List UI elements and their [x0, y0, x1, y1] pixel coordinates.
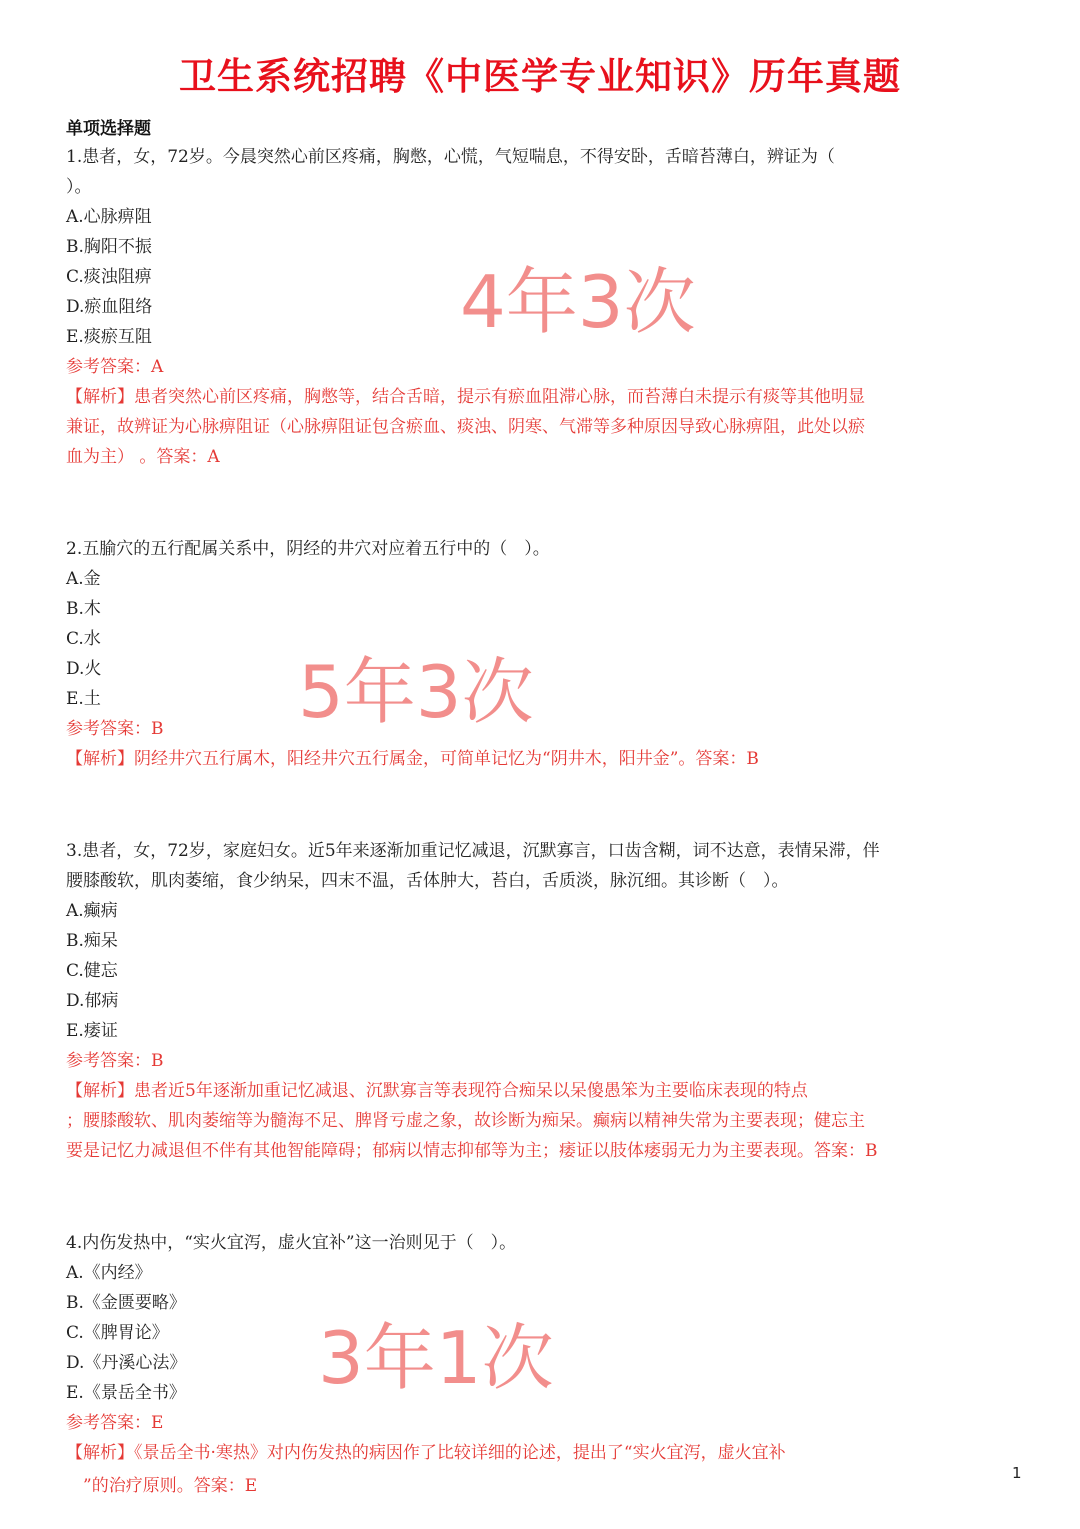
option-c: C.水 — [66, 629, 101, 649]
option-a: A.癫病 — [66, 901, 118, 921]
option-e: E.痰瘀互阻 — [66, 327, 152, 347]
question-stem-line: 3.患者，女，72岁，家庭妇女。近5年来逐渐加重记忆减退，沉默寡言，口齿含糊，词不达意，表情呆滞，伴 — [66, 841, 880, 861]
option-d: D.郁病 — [66, 991, 119, 1011]
page-title: 卫生系统招聘《中医学专业知识》历年真题 — [179, 55, 901, 98]
option-d: D.《丹溪心法》 — [66, 1353, 187, 1373]
analysis-line: ；腰膝酸软、肌肉萎缩等为髓海不足、脾肾亏虚之象，故诊断为痴呆。癫病以精神失常为主要表现；健忘主 — [66, 1111, 865, 1131]
reference-answer: 参考答案：B — [66, 719, 164, 739]
question-stem-line: ）。 — [66, 177, 92, 197]
question-stem-line: 2.五腧穴的五行配属关系中，阴经的井穴对应着五行中的（ ）。 — [66, 539, 550, 559]
reference-answer: 参考答案：B — [66, 1051, 164, 1071]
option-b: B.痴呆 — [66, 931, 118, 951]
analysis-line: 【解析】《景岳全书·寒热》对内伤发热的病因作了比较详细的论述，提出了“实火宜泻，虚火宜补 — [66, 1443, 786, 1463]
option-a: A.心脉痹阻 — [66, 207, 152, 227]
option-c: C.健忘 — [66, 961, 118, 981]
analysis-line: 【解析】阴经井穴五行属木，阳经井穴五行属金，可简单记忆为“阴井木，阳井金”。答案：B — [66, 749, 759, 769]
option-e: E.土 — [66, 689, 101, 709]
analysis-line: 要是记忆力减退但不伴有其他智能障碍；郁病以情志抑郁等为主；痿证以肢体痿弱无力为主要表现。答案：B — [66, 1141, 878, 1161]
option-c: C.痰浊阻痹 — [66, 267, 152, 287]
option-e: E.《景岳全书》 — [66, 1383, 186, 1403]
page-number: 1 — [1012, 1464, 1022, 1482]
option-b: B.木 — [66, 599, 101, 619]
analysis-line: ”的治疗原则。答案：E — [66, 1476, 258, 1496]
option-a: A.《内经》 — [66, 1263, 152, 1283]
option-b: B.《金匮要略》 — [66, 1293, 186, 1313]
option-c: C.《脾胃论》 — [66, 1323, 169, 1343]
question-stem-line: 1.患者，女，72岁。今晨突然心前区疼痛，胸憋，心慌，气短喘息，不得安卧，舌暗苔薄白，辨证为（ — [66, 147, 835, 167]
reference-answer: 参考答案：E — [66, 1413, 164, 1433]
analysis-line: 血为主） 。答案：A — [66, 447, 220, 467]
section-label: 单项选择题 — [66, 119, 151, 139]
frequency-stamp: 5年3次 — [298, 650, 534, 734]
question-stem-line: 腰膝酸软，肌肉萎缩，食少纳呆，四末不温，舌体肿大，苔白，舌质淡，脉沉细。其诊断（ ）。 — [66, 871, 789, 891]
analysis-line: 【解析】患者近5年逐渐加重记忆减退、沉默寡言等表现符合痴呆以呆傻愚笨为主要临床表现的特点 — [66, 1081, 808, 1101]
question-stem-line: 4.内伤发热中，“实火宜泻，虚火宜补”这一治则见于（ ）。 — [66, 1233, 517, 1253]
option-d: D.瘀血阻络 — [66, 297, 153, 317]
reference-answer: 参考答案：A — [66, 357, 164, 377]
option-b: B.胸阳不振 — [66, 237, 152, 257]
frequency-stamp: 4年3次 — [460, 260, 696, 344]
analysis-line: 兼证，故辨证为心脉痹阻证（心脉痹阻证包含瘀血、痰浊、阴寒、气滞等多种原因导致心脉痹阻，此处以瘀 — [66, 417, 865, 437]
option-d: D.火 — [66, 659, 102, 679]
option-a: A.金 — [66, 569, 101, 589]
option-e: E.痿证 — [66, 1021, 118, 1041]
frequency-stamp: 3年1次 — [318, 1316, 554, 1400]
analysis-line: 【解析】患者突然心前区疼痛，胸憋等，结合舌暗，提示有瘀血阻滞心脉，而苔薄白未提示有痰等其他明显 — [66, 387, 865, 407]
